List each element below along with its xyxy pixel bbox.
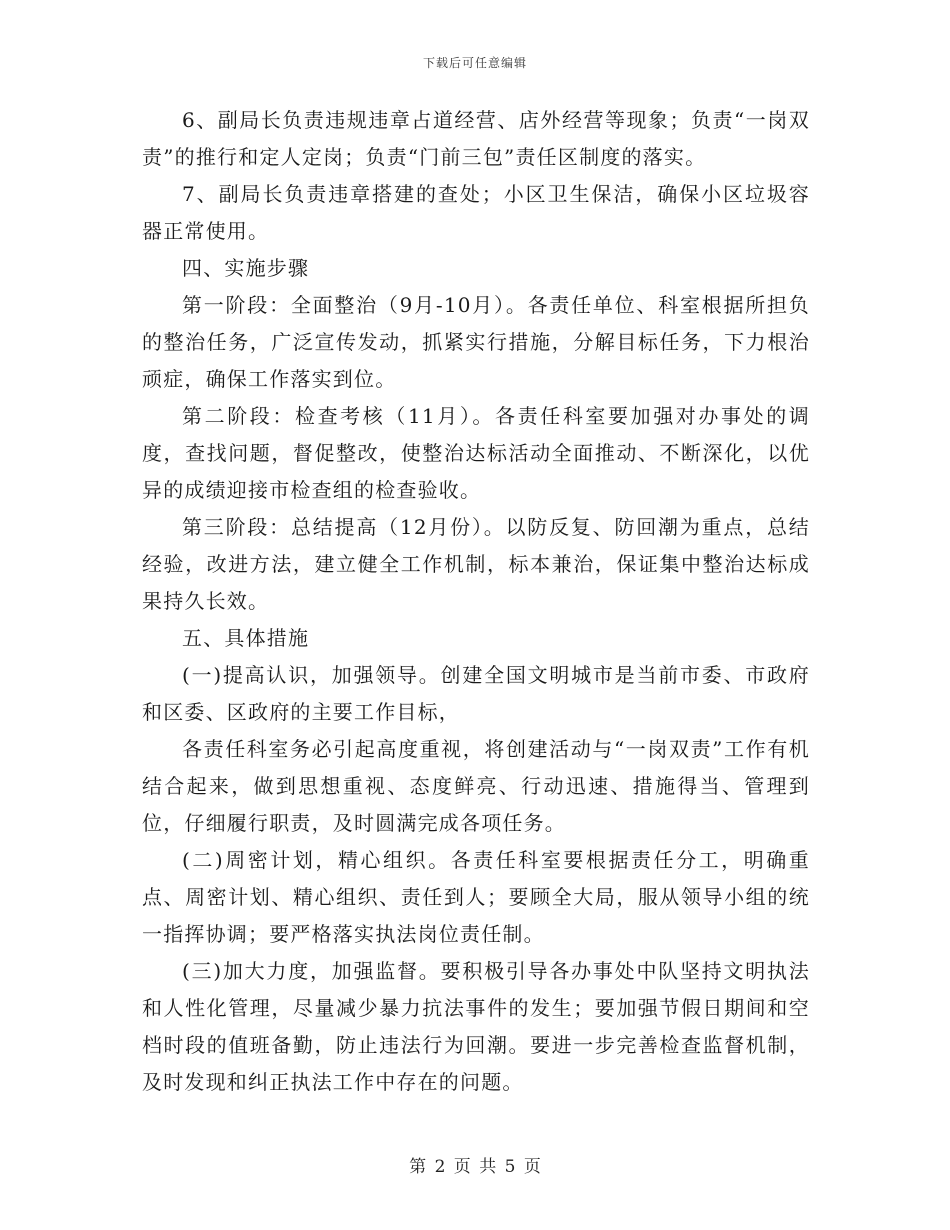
section-heading: 五、具体措施 <box>182 626 310 650</box>
paragraph: 各责任科室务必引起高度重视，将创建活动与“一岗双责”工作有机结合起来，做到思想重视、态度鲜亮、行动迅速、措施得当、管理到位，仔细履行职责，及时圆满完成各项任务。 <box>142 737 810 835</box>
paragraph: (三)加大力度，加强监督。要积极引导各办事处中队坚持文明执法和人性化管理，尽量减少暴力抗法事件的发生；要加强节假日期间和空档时段的值班备勤，防止违法行为回潮。要进一步完善检查监督机制，及时发现和纠正执法工作中存在的问题。 <box>142 959 810 1094</box>
paragraph: 第二阶段：检查考核（11月）。各责任科室要加强对办事处的调度，查找问题，督促整改，使整治达标活动全面推动、不断深化，以优异的成绩迎接市检查组的检查验收。 <box>142 404 810 502</box>
header-note: 下载后可任意编辑 <box>422 56 527 70</box>
paragraph: 第三阶段：总结提高（12月份）。以防反复、防回潮为重点，总结经验，改进方法，建立健全工作机制，标本兼治，保证集中整治达标成果持久长效。 <box>142 515 810 613</box>
section-heading: 四、实施步骤 <box>182 256 310 280</box>
page-number: 第 2 页 共 5 页 <box>409 1157 541 1177</box>
paragraph: 6、副局长负责违规违章占道经营、店外经营等现象；负责“一岗双责”的推行和定人定岗；负责“门前三包”责任区制度的落实。 <box>142 108 810 169</box>
paragraph: (二)周密计划，精心组织。各责任科室要根据责任分工，明确重点、周密计划、精心组织、责任到人；要顾全大局，服从领导小组的统一指挥协调；要严格落实执法岗位责任制。 <box>142 848 810 946</box>
document-body <box>142 102 810 1101</box>
paragraph: (一)提高认识，加强领导。创建全国文明城市是当前市委、市政府和区委、区政府的主要工作目标， <box>142 663 810 724</box>
paragraph: 第一阶段：全面整治（9月-10月）。各责任单位、科室根据所担负的整治任务，广泛宣传发动，抓紧实行措施，分解目标任务，下力根治顽症，确保工作落实到位。 <box>142 293 810 391</box>
paragraph: 7、副局长负责违章搭建的查处；小区卫生保洁，确保小区垃圾容器正常使用。 <box>142 182 810 243</box>
